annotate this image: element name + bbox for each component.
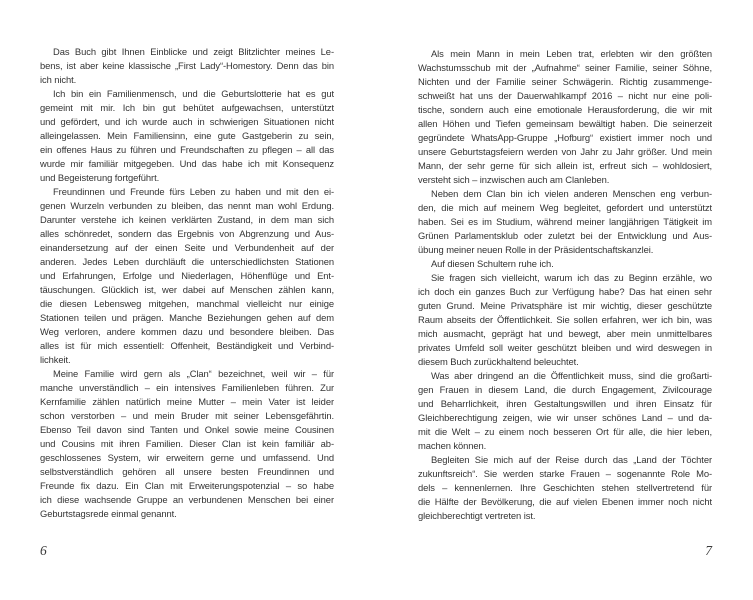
page-number-left: 6 [40,543,47,558]
text-line: dels – kennenlernen. Ihre Geschichten stehen stellvertretend für [418,482,712,493]
text-line: die Hälfte der Bevölkerung, die auf vielen Ebenen immer noch nicht [418,496,712,507]
text-line: wurde mir familiär mitgegeben. Und das habe ich mit Konsequenz [40,158,334,169]
text-line: täuschungen. Glücklich ist, wer dabei auf Menschen zählen kann, [40,284,334,295]
text-line: Nichten und der Familie seiner Schwägerin. Richtig zusammenge- [418,76,712,87]
text-line: lichkeit. [40,354,71,365]
text-line: einandersetzung auf der einen Seite und Verbundenheit auf der [40,242,334,253]
text-line: gleichberechtigt vertreten ist. [418,510,536,521]
text-line: Kernfamilie zählen natürlich meine Mutter – mein Vater ist leider [40,396,334,407]
text-line: übung meiner neuen Rolle in der Präsidentschaftskanzlei. [418,244,654,255]
right-text-column [418,47,712,523]
text-line: Wachstumsschub mit der „Aufnahme“ seiner Familie, seiner Söhne, [418,62,712,73]
text-line: Das Buch gibt Ihnen Einblicke und zeigt Blitzlichter meines Le- [53,46,334,57]
text-line: gen Frauen in diesem Land, die durch Engagement, Zivilcourage [418,384,712,395]
text-line: den, die mich auf meinem Weg begleitet, gefordert und unterstützt [418,202,712,213]
text-line: tische, sondern auch eine emotionale Herausforderung, die wir mit [418,104,712,115]
text-line: ich doch ein ganzes Buch zur Verfügung habe? Das hat einen sehr [418,286,712,297]
text-line: anderen. Jedes Leben durchläuft die unterschiedlichsten Stationen [40,256,334,267]
text-line: unsere Geburtstagsfeiern werden von Jahr zu Jahr größer. Und mein [418,146,712,157]
text-line: schon verstorben – und mein Bruder mit seiner Lebensgefährtin. [40,410,334,421]
text-line: gemeint mit mir. Ich bin gut behütet aufgewachsen, unterstützt [40,102,334,113]
left-text-column [40,45,334,521]
paragraph [418,47,712,187]
text-line: ich diese wachsende Gruppe an verbundenen Menschen bei einer [40,494,334,505]
text-line: haben. Sei es im Studium, während meiner langjährigen Tätigkeit im [418,216,712,227]
text-line: ich nicht. [40,74,77,85]
text-line: Ich bin ein Familienmensch, und die Geburtslotterie hat es gut [53,88,334,99]
text-line: guten Grund. Meine Privatsphäre ist mir wichtig, dieser geschützte [418,300,712,311]
text-line: Ebenso Teil davon sind Tanten und Onkel sowie meine Cousinen [40,424,334,435]
text-line: Gleichberechtigung zeigen, wie wir unser schönes Land – und da- [418,412,712,423]
text-line: und Cousins mit ihren Familien. Dieser Clan ist kein familiär ab- [40,438,334,449]
text-line: alleingelassen. Mein Familiensinn, eine gute Gastgeberin zu sein, [40,130,334,141]
text-line: mit die Welt – zu einem noch besseren Ort für alle, die hier leben, [418,426,712,437]
text-line: alles ist für mich essentiell: Offenheit, Beständigkeit und Verbind- [40,340,334,351]
text-line: Darunter verstehe ich keinen verklärten Zustand, in dem man sich [40,214,334,225]
text-line: gegründete WhatsApp-Gruppe „Hofburg“ existiert immer noch und [418,132,712,143]
text-line: mich ausmacht, geprägt hat und bewegt, aber mein unmittelbares [418,328,712,339]
text-line: und Beharrlichkeit, ihren Gestaltungswillen und ihren Einsatz für [418,398,712,409]
text-line: geschlossenes System, wir erweitern gerne und umfassend. Und [40,452,334,463]
text-line: Geburtstagsrede einmal genannt. [40,508,177,519]
text-line: manche unverständlich – ein intensives Familienleben führen. Zur [40,382,334,393]
text-line: Als mein Mann in mein Leben trat, erlebten wir den größten [431,48,712,59]
paragraph [40,367,334,521]
text-line: und Erfahrungen, Erfolge und Niederlagen, Höhenflüge und Ent- [40,270,334,281]
paragraph [418,271,712,369]
text-line: alles schönredet, sondern das Ergebnis von Abgrenzung und Aus- [40,228,334,239]
text-line: Weg verloren, andere kommen dazu und besondere bleiben. Das [40,326,334,337]
text-line: und Begeisterung fortgeführt. [40,172,160,183]
text-line: privates Umfeld soll weiter geschützt bleiben und wird deswegen in [418,342,712,353]
paragraph [418,187,712,257]
text-line: bens, ist aber keine klassische „First Lady“-Homestory. Denn das bin [40,60,334,71]
paragraph [418,369,712,453]
text-line: versteht sich – inzwischen auch am Clanleben. [418,174,610,185]
text-line: selbstverständlich gehören all unsere besten Freundinnen und [40,466,334,477]
text-line: diesem Buch zurückhaltend beleuchtet. [418,356,579,367]
text-line: Freundinnen und Freunde fürs Leben zu haben und mit den ei- [53,186,334,197]
page-number-right: 7 [705,543,712,558]
text-line: genen Wurzeln verbunden zu bleiben, das nennt man wohl Erdung. [40,200,334,211]
text-line: ein offenes Haus zu führen und Freundschaften zu pflegen – all das [40,144,334,155]
paragraph [40,87,334,185]
text-line: und gefördert, und ich wurde auch in schwierigen Situationen nicht [40,116,334,127]
text-line: Sie fragen sich vielleicht, warum ich das zu Beginn erzähle, wo [431,272,712,283]
text-line: Stationen teilen und prägen. Manche Beziehungen gehen auf dem [40,312,334,323]
text-line: die diesen Lebensweg mitgehen, manchmal vielleicht nur einige [40,298,334,309]
text-line: Meine Familie wird gern als „Clan“ bezeichnet, weil wir – für [53,368,334,379]
text-line: Raum abseits der Öffentlichkeit. Sie sollen erfahren, wer ich bin, was [418,314,712,325]
paragraph [418,257,712,271]
text-line: schweißt hat uns der Dauerwahlkampf 2016 – nicht nur eine poli- [418,90,712,101]
paragraph [40,45,334,87]
paragraph [40,185,334,367]
text-line: Begleiten Sie mich auf der Reise durch das „Land der Töchter [431,454,712,465]
text-line: Neben dem Clan bin ich vielen anderen Menschen eng verbun- [431,188,712,199]
text-line: Mann, der sehr gerne für sich allein ist, erfreut sich – wohldosiert, [418,160,712,171]
text-line: Freunde fix dazu. Ein Clan mit Erweiterungspotenzial – so habe [40,480,334,491]
text-line: machen können. [418,440,487,451]
text-line: Grünen Parlamentsklub oder zuletzt bei der Entwicklung und Aus- [418,230,712,241]
text-line: allen Höhen und Tiefen gemeinsam bewältigt haben. Die seinerzeit [418,118,712,129]
text-line: Was aber dringend an die Öffentlichkeit muss, sind die großarti- [431,370,712,381]
text-line: Auf diesen Schultern ruhe ich. [431,258,554,269]
paragraph [418,453,712,523]
text-line: zukunftsreich“. Sie werden starke Frauen – sogenannte Role Mo- [418,468,712,479]
